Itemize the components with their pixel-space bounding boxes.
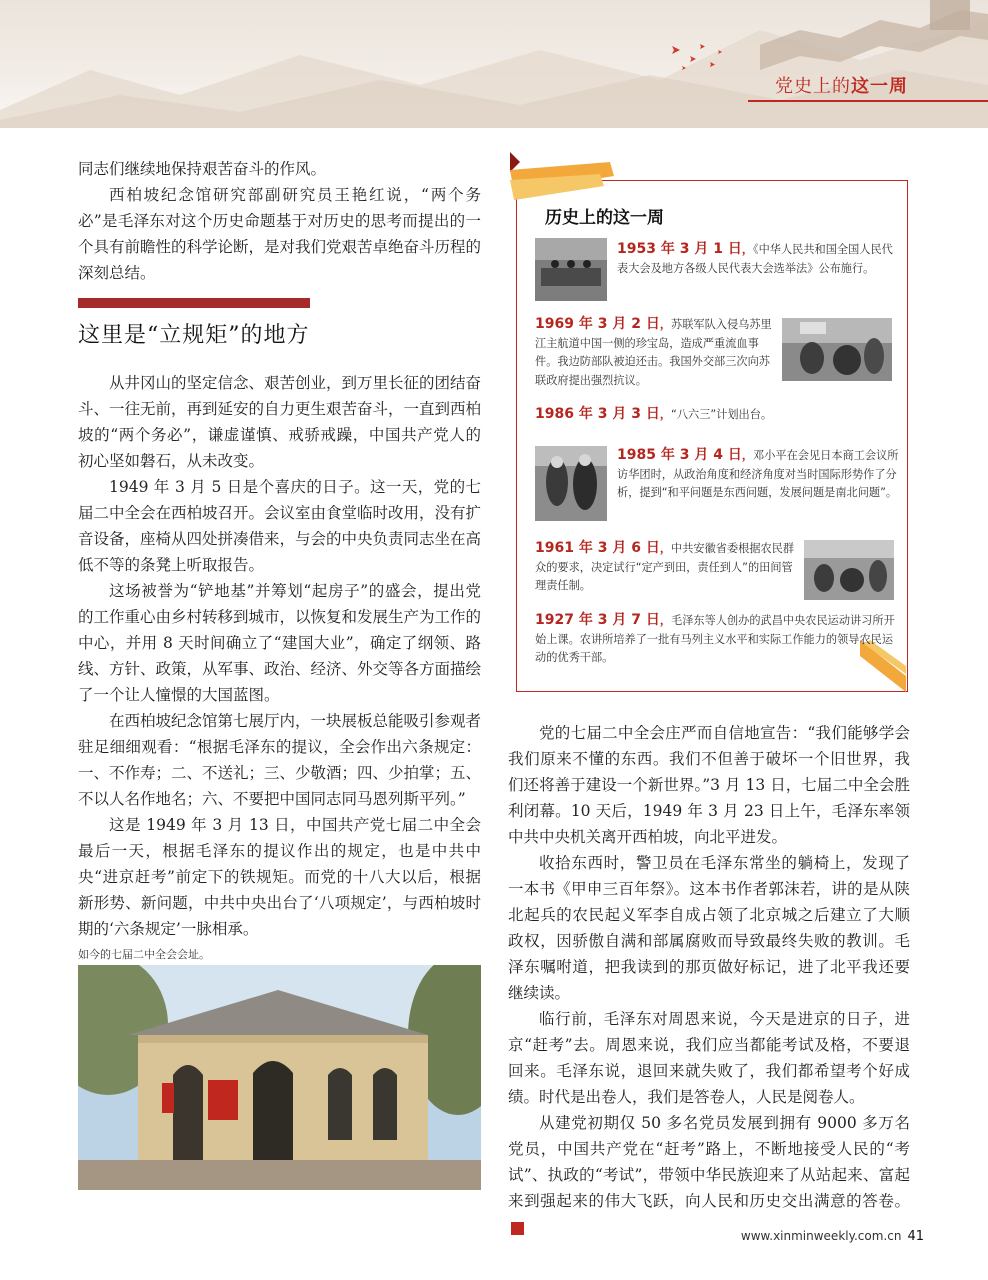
event-photo-1969 — [782, 318, 892, 381]
sidebar-title: 历史上的这一周 — [545, 208, 664, 228]
paragraph: 从井冈山的坚定信念、艰苦创业，到万里长征的团结奋斗、一往无前，再到延安的自力更生艰苦奋斗，一直到西柏坡的“两个务必”，谦虚谨慎、戒骄戒躁，中国共产党人的初心坚如磐石，从未改变。 — [78, 374, 482, 470]
paragraph: 西柏坡纪念馆研究部副研究员王艳红说，“两个务必”是毛泽东对这个历史命题基于对历史的思考而提出的一个具有前瞻性的科学论断，是对我们党艰苦卓绝奋斗历程的深刻总结。 — [78, 186, 482, 282]
paragraph: 收拾东西时，警卫员在毛泽东常坐的躺椅上，发现了一本书《甲申三百年祭》。这本书作者郭沫若，讲的是从陕北起兵的农民起义军李自成占领了北京城之后建立了大顺政权，因骄傲自满和部属腐败而导致最终失败的教训。毛泽东嘱咐道，把我读到的那页做好标记，进了北平我还要继续读。 — [508, 854, 910, 1002]
event-photo-1953 — [535, 238, 607, 301]
paragraph: 这是 1949 年 3 月 13 日，中国共产党七届二中全会最后一天，根据毛泽东的提议作出的规定，也是中共中央“进京赶考”前定下的铁规矩。而党的十八大以后，根据新形势、新问题，中共中央出台了‘八项规定’，与西柏坡时期的‘六条规定’一脉相承。 — [78, 816, 481, 938]
event-text: “八六三”计划出台。 — [671, 408, 773, 421]
event-item: 1985 年 3 月 4 日，邓小平在会见日本商工会议所访华团时，从政治角度和经济角度对当时国际形势作了分析，提到“和平问题是东西问题，发展问题是南北问题”。 — [617, 447, 899, 499]
header-rule — [748, 100, 988, 102]
event-text: 《中华人民共和国全国人民代表大会及地方各级人民代表大会选举法》公布施行。 — [617, 243, 893, 275]
event-item: 1961 年 3 月 6 日，中共安徽省委根据农民群众的要求，决定试行“定产到田，责任到人”的田间管理责任制。 — [535, 540, 795, 592]
end-mark-icon: 新 — [511, 1222, 524, 1235]
intro-text — [78, 156, 481, 286]
footer-url: www.xinminweekly.com.cn — [740, 1229, 902, 1243]
right-body — [508, 720, 910, 1240]
event-item: 1953 年 3 月 1 日，《中华人民共和国全国人民代表大会及地方各级人民代表大会选举法》公布施行。 — [617, 241, 893, 275]
paragraph: 同志们继续地保持艰苦奋斗的作风。 — [78, 160, 327, 178]
paragraph: 这场被誉为“铲地基”并筹划“起房子”的盛会，提出党的工作重心由乡村转移到城市，以恢复和发展生产为工作的中心，并用 8 天时间确立了“建国大业”，确定了纲领、路线、方针、政策，从军事、政治、经济、外交等各方面描绘了一个让人憧憬的大国蓝图。 — [78, 582, 482, 704]
paragraph: 1949 年 3 月 5 日是个喜庆的日子。这一天，党的七届二中全会在西柏坡召开。会议室由食堂临时改用，没有扩音设备，座椅从四处拼凑借来，与会的中央负责同志坐在高低不等的条凳上听取报告。 — [78, 478, 482, 574]
event-item: 1927 年 3 月 7 日，毛泽东等人创办的武昌中央农民运动讲习所开始上课。农讲所培养了一批有马列主义水平和实际工作能力的领导农民运动的优秀干部。 — [535, 612, 895, 664]
subhead-bar — [78, 298, 310, 308]
header-banner — [0, 0, 988, 128]
page-footer — [741, 1229, 924, 1244]
photo-caption: 如今的七届二中全会会址。 — [78, 948, 210, 961]
event-item: 1969 年 3 月 2 日，苏联军队入侵乌苏里江主航道中国一侧的珍宝岛，造成严重流血事件。我边防部队被迫还击。我国外交部三次向苏联政府提出强烈抗议。 — [535, 316, 772, 387]
paragraph: 在西柏坡纪念馆第七展厅内，一块展板总能吸引参观者驻足细细观看：“根据毛泽东的提议，全会作出六条规定：一、不作寿；二、不送礼；三、少敬酒；四、少拍掌；五、不以人名作地名；六、不要把中国同志同马恩列斯平列。” — [78, 712, 482, 808]
paragraph: 临行前，毛泽东对周恩来说，今天是进京的日子，进京“赶考”去。周恩来说，我们应当都能考试及格，不要退回来。毛泽东说，退回来就失败了，我们都希望考个好成绩。时代是出卷人，我们是答卷人，人民是阅卷人。 — [508, 1010, 910, 1106]
event-photo-1985 — [535, 446, 607, 521]
event-date: 1986 年 3 月 3 日 — [535, 406, 660, 422]
event-text: 邓小平在会见日本商工会议所访华团时，从政治角度和经济角度对当时国际形势作了分析，提到“和平问题是东西问题，发展问题是南北问题”。 — [617, 449, 899, 499]
event-text: 中共安徽省委根据农民群众的要求，决定试行“定产到田，责任到人”的田间管理责任制。 — [535, 542, 795, 592]
event-date: 1927 年 3 月 7 日 — [535, 612, 660, 628]
great-wall-illustration — [0, 0, 988, 128]
paragraph: 党的七届二中全会庄严而自信地宣告：“我们能够学会我们原来不懂的东西。我们不但善于破坏一个旧世界，我们还将善于建设一个新世界。”3 月 13 日，七届二中全会胜利闭幕。10 天后，1949 年 3 月 23 日上午，毛泽东率领中共中央机关离开西柏坡，向北平进发。 — [508, 724, 910, 846]
paragraph: 从建党初期仅 50 多名党员发展到拥有 9000 多万名党员，中国共产党在“赶考”路上，不断地接受人民的“考试”、执政的“考试”，带领中华民族迎来了从站起来、富起来到强起来的伟大飞跃，向人民和历史交出满意的答卷。新 — [508, 1114, 910, 1233]
section-title: 党史上的这一周 — [775, 76, 908, 97]
event-date: 1985 年 3 月 4 日 — [617, 447, 742, 463]
event-date: 1969 年 3 月 2 日 — [535, 316, 660, 332]
event-item: 1986 年 3 月 3 日，“八六三”计划出台。 — [535, 406, 773, 422]
event-text: 苏联军队入侵乌苏里江主航道中国一侧的珍宝岛，造成严重流血事件。我边防部队被迫还击。我国外交部三次向苏联政府提出强烈抗议。 — [535, 318, 772, 387]
meeting-site-photo — [78, 965, 481, 1190]
event-photo-1961 — [804, 540, 894, 600]
left-body — [78, 370, 481, 942]
event-text: 毛泽东等人创办的武昌中央农民运动讲习所开始上课。农讲所培养了一批有马列主义水平和实际工作能力的领导农民运动的优秀干部。 — [535, 614, 895, 664]
page-number: 41 — [907, 1229, 924, 1244]
subhead: 这里是“立规矩”的地方 — [78, 323, 310, 348]
event-date: 1953 年 3 月 1 日 — [617, 241, 742, 257]
event-date: 1961 年 3 月 6 日 — [535, 540, 660, 556]
